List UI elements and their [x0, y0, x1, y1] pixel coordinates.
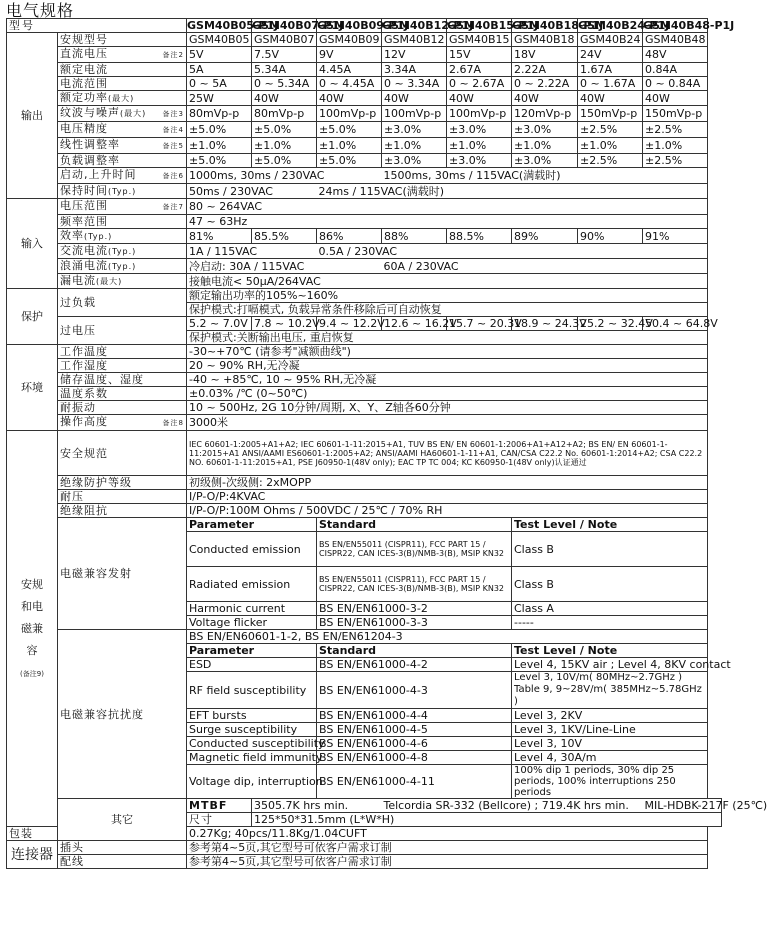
cell: 24V	[578, 47, 643, 63]
cell: ±5.0%	[252, 154, 317, 168]
label-text: 保持时间	[60, 184, 108, 197]
cell: MIL-HDBK-217F (25℃)	[644, 799, 767, 812]
cell: 40W	[643, 91, 708, 106]
model-col-header: GSM40B48-P1J	[643, 19, 735, 32]
cell: -----	[512, 616, 708, 630]
cell: BS EN/EN61000-4-8	[317, 751, 512, 765]
note-tag: 备注7	[162, 203, 184, 211]
row-label: 安全规范	[58, 431, 187, 476]
cell: 48V	[643, 47, 708, 63]
note-tag: 备注5	[162, 142, 184, 150]
cell: 12.6 ~ 16.2V	[382, 317, 447, 331]
row-vibration	[7, 401, 722, 415]
label-text: 额定功率	[60, 91, 108, 104]
typ-tag: (Typ.)	[108, 247, 137, 256]
cell: 1A / 115VAC	[187, 244, 317, 259]
row-label: 频率范围	[58, 215, 187, 229]
label-text: 直流电压	[60, 47, 108, 60]
cell: 18.9 ~ 24.3V	[512, 317, 578, 331]
cell: ±1.0%	[578, 138, 643, 154]
cell: ±2.5%	[643, 154, 708, 168]
row-label	[58, 122, 187, 138]
row-label: 绝缘阻抗	[58, 504, 187, 518]
row-label: 过电压	[58, 317, 187, 345]
row-efficiency	[7, 229, 722, 244]
cell: Level 4, 30A/m	[512, 751, 708, 765]
cell: 保护模式:关断输出电压, 重启恢复	[187, 331, 708, 345]
cell: BS EN/EN55011 (CISPR11), FCC PART 15 / CISPR22, CAN ICES-3(B)/NMB-3(B), MSIP KN32	[317, 567, 512, 602]
model-col-header: GSM40B09-P1J	[317, 19, 409, 32]
cell: 86%	[317, 229, 382, 244]
row-label: 尺寸	[187, 813, 252, 827]
cell: Conducted susceptibility	[187, 737, 317, 751]
cell: ±3.0%	[512, 154, 578, 168]
cell: GSM40B12	[382, 33, 447, 47]
cell: GSM40B09	[317, 33, 382, 47]
cell: 40W	[382, 91, 447, 106]
cell: ±3.0%	[382, 154, 447, 168]
row-mtbf	[7, 799, 722, 813]
cell: 40W	[578, 91, 643, 106]
cell: 25.2 ~ 32.4V	[578, 317, 643, 331]
cell: ±1.0%	[252, 138, 317, 154]
cell: 0.5A / 230VAC	[317, 244, 708, 259]
row-ripple	[7, 106, 722, 122]
cell: 0.27Kg; 40pcs/11.8Kg/1.04CUFT	[187, 827, 708, 841]
cell: 5V	[187, 47, 252, 63]
row-altitude	[7, 415, 722, 431]
typ-tag: (最大)	[96, 277, 123, 286]
row-label: 耐振动	[58, 401, 187, 415]
cell: GSM40B07	[252, 33, 317, 47]
cell: 80mVp-p	[252, 106, 317, 122]
cell: 1500ms, 30ms / 115VAC(满载时)	[382, 168, 708, 184]
section-safety-label: 安规和电磁兼容	[21, 577, 43, 657]
cell: RF field susceptibility	[187, 672, 317, 709]
label-text: 操作高度	[60, 415, 108, 428]
model-header-label: 型号	[7, 19, 187, 33]
label-text: 漏电流	[60, 274, 96, 287]
cell: I/P-O/P:100M Ohms / 500VDC / 25℃ / 70% RH	[187, 504, 708, 518]
row-label	[58, 229, 187, 244]
cell: BS EN/EN61000-4-6	[317, 737, 512, 751]
cell: 80 ~ 264VAC	[187, 199, 708, 215]
cell: 91%	[643, 229, 708, 244]
cell: 7.5V	[252, 47, 317, 63]
cell: ±5.0%	[187, 122, 252, 138]
cell: BS EN/EN61000-4-5	[317, 723, 512, 737]
label-text: 浪涌电流	[60, 259, 108, 272]
row-work-humidity	[7, 359, 722, 373]
cell: 2.22A	[512, 63, 578, 77]
cell: IEC 60601-1:2005+A1+A2; IEC 60601-1-11:2015+A1, TUV BS EN/ EN 60601-1:2006+A1+A12+A2; BS EN/ EN 60601-1-11:2015+A1 ANSI/AAMI ES60601-1:2005+A2; ANSI/AAMI HA60601-1-11+A1, CAN/CSA C22.2 No. 60601-1:2014+A2; CSA C22.2 NO. 60601-1-11:2015+A1, PSE J60950-1(48V only); EAC TP TC 004; KC K60950-1(48V only)认证通过	[187, 431, 708, 476]
note-tag: 备注2	[162, 51, 184, 59]
row-plug	[7, 841, 722, 855]
cell: Surge susceptibility	[187, 723, 317, 737]
cell: 88%	[382, 229, 447, 244]
typ-tag: (最大)	[108, 94, 135, 103]
cell: 89%	[512, 229, 578, 244]
cell: 0 ~ 3.34A	[382, 77, 447, 91]
model-col-header: GSM40B12-P1J	[382, 19, 474, 32]
cell: 12V	[382, 47, 447, 63]
cell: 15.7 ~ 20.3V	[447, 317, 512, 331]
row-input-voltage	[7, 199, 722, 215]
row-label	[58, 138, 187, 154]
cell: 20 ~ 90% RH,无冷凝	[187, 359, 708, 373]
cell: GSM40B48	[643, 33, 708, 47]
cell: 24ms / 115VAC(满载时)	[317, 184, 708, 199]
row-label	[58, 274, 187, 289]
model-col-header: GSM40B18-P1J	[512, 19, 604, 32]
row-label	[58, 259, 187, 274]
row-current-range	[7, 77, 722, 91]
cell: 初级侧-次级侧: 2xMOPP	[187, 476, 708, 490]
row-label: 配线	[58, 855, 187, 869]
row-label: 电流范围	[58, 77, 187, 91]
row-label: 温度系数	[58, 387, 187, 401]
cell: 9V	[317, 47, 382, 63]
cell: 0 ~ 5A	[187, 77, 252, 91]
model-col-header: GSM40B15-P1J	[447, 19, 539, 32]
label-text: 线性调整率	[60, 138, 120, 151]
cell: ±1.0%	[382, 138, 447, 154]
cell: 81%	[187, 229, 252, 244]
cell: BS EN/EN61000-3-2	[317, 602, 512, 616]
cell: 0 ~ 5.34A	[252, 77, 317, 91]
cell: 85.5%	[252, 229, 317, 244]
cell: Telcordia SR-332 (Bellcore) ; 719.4K hrs min.	[382, 799, 643, 813]
note-tag: 备注6	[162, 172, 184, 180]
cell: 0 ~ 2.22A	[512, 77, 578, 91]
cell: GSM40B18	[512, 33, 578, 47]
cell: BS EN/EN61000-4-11	[317, 765, 512, 799]
cell: GSM40B05	[187, 33, 252, 47]
label-text: 电压精度	[60, 122, 108, 135]
cell: ±5.0%	[317, 122, 382, 138]
row-label: 工作湿度	[58, 359, 187, 373]
row-rated-power	[7, 91, 722, 106]
cell: 40W	[252, 91, 317, 106]
cell: 150mVp-p	[643, 106, 708, 122]
row-ac-current	[7, 244, 722, 259]
row-label	[58, 47, 187, 63]
cell: 5.2 ~ 7.0V	[187, 317, 252, 331]
row-freq	[7, 215, 722, 229]
cell: Level 3, 2KV	[512, 709, 708, 723]
row-safety-model	[7, 33, 722, 47]
row-work-temp	[7, 345, 722, 359]
cell: 4.45A	[317, 63, 382, 77]
cell: 接触电流< 50μA/264VAC	[187, 274, 708, 289]
cell: ESD	[187, 658, 317, 672]
note-tag: 备注4	[162, 126, 184, 134]
cell: 40W	[317, 91, 382, 106]
cell: 125*50*31.5mm (L*W*H)	[252, 813, 722, 827]
row-overload-1	[7, 289, 722, 303]
cell: 40W	[512, 91, 578, 106]
row-voltage-tolerance	[7, 122, 722, 138]
label-text: 效率	[60, 229, 84, 242]
cell: 88.5%	[447, 229, 512, 244]
emc-header: Standard	[317, 518, 512, 532]
cell: 60A / 230VAC	[382, 259, 708, 274]
section-connector: 连接器	[7, 841, 58, 869]
emc-header: Test Level / Note	[512, 644, 708, 658]
cell: 1000ms, 30ms / 230VAC	[187, 168, 382, 184]
cell: GSM40B24	[578, 33, 643, 47]
row-label: 包装	[7, 827, 58, 841]
cell: ±2.5%	[643, 122, 708, 138]
cell: ±3.0%	[447, 154, 512, 168]
row-label	[58, 244, 187, 259]
cell: ±1.0%	[447, 138, 512, 154]
section-safety-emc	[7, 431, 58, 827]
emc-header: Parameter	[187, 644, 317, 658]
note-tag: (备注9)	[20, 669, 44, 678]
cell: 3.34A	[382, 63, 447, 77]
row-label: 插头	[58, 841, 187, 855]
cell: 0 ~ 2.67A	[447, 77, 512, 91]
cell: 0 ~ 4.45A	[317, 77, 382, 91]
section-input: 输入	[7, 199, 58, 289]
row-wiring	[7, 855, 722, 869]
cell: 80mVp-p	[187, 106, 252, 122]
cell: 90%	[578, 229, 643, 244]
model-col-header: GSM40B24-P1J	[578, 19, 670, 32]
cell: ±3.0%	[512, 122, 578, 138]
cell: 保护模式:打嗝模式, 负载异常条件移除后可自动恢复	[187, 303, 708, 317]
cell: 1.67A	[578, 63, 643, 77]
cell: Radiated emission	[187, 567, 317, 602]
cell: ±1.0%	[187, 138, 252, 154]
emc-header: Parameter	[187, 518, 317, 532]
cell: EFT bursts	[187, 709, 317, 723]
cell: BS EN/EN61000-4-3	[317, 672, 512, 709]
row-load-regulation	[7, 154, 722, 168]
row-safety-standards	[7, 431, 722, 476]
emission-header-row	[7, 518, 722, 532]
cell: ±3.0%	[447, 122, 512, 138]
row-inrush	[7, 259, 722, 274]
cell: ±2.5%	[578, 154, 643, 168]
cell: Voltage dip, interruption	[187, 765, 317, 799]
row-storage	[7, 373, 722, 387]
row-label	[58, 184, 187, 199]
row-label	[58, 415, 187, 431]
cell: 参考第4~5页,其它型号可依客户需求订制	[187, 841, 708, 855]
header-row	[7, 19, 722, 33]
spec-table	[6, 18, 767, 869]
cell: -40 ~ +85℃, 10 ~ 95% RH,无冷凝	[187, 373, 708, 387]
row-rated-current	[7, 63, 722, 77]
section-protection: 保护	[7, 289, 58, 345]
cell: 2.67A	[447, 63, 512, 77]
emc-header: Standard	[317, 644, 512, 658]
cell: 100mVp-p	[317, 106, 382, 122]
label-text: 纹波与噪声	[60, 106, 120, 119]
section-environment: 环境	[7, 345, 58, 431]
row-hold-up	[7, 184, 722, 199]
cell: ±0.03% /℃ (0~50℃)	[187, 387, 708, 401]
cell: 100mVp-p	[382, 106, 447, 122]
row-leakage	[7, 274, 722, 289]
model-col-header: GSM40B05-P1J	[187, 19, 279, 32]
row-overvoltage-1	[7, 317, 722, 331]
cell: 100% dip 1 periods, 30% dip 25 periods, 100% interruptions 250 periods	[512, 765, 708, 799]
cell: 10 ~ 500Hz, 2G 10分钟/周期, X、Y、Z轴各60分钟	[187, 401, 708, 415]
cell: Level 3, 1KV/Line-Line	[512, 723, 708, 737]
cell: 15V	[447, 47, 512, 63]
cell: 3505.7K hrs min.	[252, 799, 382, 813]
typ-tag: (Typ.)	[108, 262, 137, 271]
cell: I/P-O/P:4KVAC	[187, 490, 708, 504]
cell: -30~+70℃ (请参考"减额曲线")	[187, 345, 708, 359]
cell: 25W	[187, 91, 252, 106]
cell: Level 3, 10V/m( 80MHz~2.7GHz ) Table 9, 9~28V/m( 385MHz~5.78GHz )	[512, 672, 708, 709]
typ-tag: (最大)	[120, 109, 147, 118]
row-label: MTBF	[187, 799, 252, 813]
cell: ±5.0%	[252, 122, 317, 138]
row-temp-coef	[7, 387, 722, 401]
cell: Class B	[512, 532, 708, 567]
note-tag: 备注8	[162, 419, 184, 427]
cell: ±3.0%	[382, 122, 447, 138]
row-line-regulation	[7, 138, 722, 154]
immunity-top-row	[7, 630, 722, 644]
label-text: 电压范围	[60, 199, 108, 212]
note-tag: 备注3	[162, 110, 184, 118]
model-col-header: GSM40B07-P1J	[252, 19, 344, 32]
cell: ±1.0%	[317, 138, 382, 154]
label-text: 交流电流	[60, 244, 108, 257]
cell: ±2.5%	[578, 122, 643, 138]
cell: BS EN/EN55011 (CISPR11), FCC PART 15 / CISPR22, CAN ICES-3(B)/NMB-3(B), MSIP KN32	[317, 532, 512, 567]
cell: 冷启动: 30A / 115VAC	[187, 259, 382, 274]
row-label	[58, 199, 187, 215]
cell: 3000米	[187, 415, 708, 431]
row-label: 耐压	[58, 490, 187, 504]
section-output: 输出	[7, 33, 58, 199]
cell: 47 ~ 63Hz	[187, 215, 708, 229]
row-label: 电磁兼容抗扰度	[58, 630, 187, 799]
row-label	[58, 106, 187, 122]
cell: 9.4 ~ 12.2V	[317, 317, 382, 331]
cell: BS EN/EN61000-4-4	[317, 709, 512, 723]
cell: ±5.0%	[187, 154, 252, 168]
cell: 100mVp-p	[447, 106, 512, 122]
cell: 18V	[512, 47, 578, 63]
row-label: 电磁兼容发射	[58, 518, 187, 630]
cell: ±5.0%	[317, 154, 382, 168]
cell: 40W	[447, 91, 512, 106]
cell: 7.8 ~ 10.2V	[252, 317, 317, 331]
row-setup-rise	[7, 168, 722, 184]
cell: Level 3, 10V	[512, 737, 708, 751]
row-dc-voltage	[7, 47, 722, 63]
cell: Conducted emission	[187, 532, 317, 567]
row-label: 工作温度	[58, 345, 187, 359]
typ-tag: (Typ.)	[84, 232, 113, 241]
row-label: 绝缘防护等级	[58, 476, 187, 490]
cell: 150mVp-p	[578, 106, 643, 122]
cell: Magnetic field immunity	[187, 751, 317, 765]
cell: GSM40B15	[447, 33, 512, 47]
row-label	[58, 91, 187, 106]
cell: Class B	[512, 567, 708, 602]
row-label: 储存温度、湿度	[58, 373, 187, 387]
cell: 5A	[187, 63, 252, 77]
row-label: 负载调整率	[58, 154, 187, 168]
row-isolation-level	[7, 476, 722, 490]
cell: ±1.0%	[512, 138, 578, 154]
cell: 120mVp-p	[512, 106, 578, 122]
cell: 50ms / 230VAC	[187, 184, 317, 199]
emc-header: Test Level / Note	[512, 518, 708, 532]
label-text: 启动,上升时间	[60, 168, 137, 181]
cell: ±1.0%	[643, 138, 708, 154]
cell: BS EN/EN60601-1-2, BS EN/EN61204-3	[187, 630, 708, 644]
cell: Level 4, 15KV air ; Level 4, 8KV contact	[512, 658, 708, 672]
page-title: 电气规格	[6, 1, 75, 20]
row-label: 安规型号	[58, 33, 187, 47]
cell: Voltage flicker	[187, 616, 317, 630]
row-label	[58, 168, 187, 184]
cell: 0.84A	[643, 63, 708, 77]
typ-tag: (Typ.)	[108, 187, 137, 196]
row-withstand	[7, 490, 722, 504]
row-isolation-res	[7, 504, 722, 518]
cell: 参考第4~5页,其它型号可依客户需求订制	[187, 855, 708, 869]
cell: Harmonic current	[187, 602, 317, 616]
cell: 50.4 ~ 64.8V	[643, 317, 708, 331]
row-label: 额定电流	[58, 63, 187, 77]
cell: 0 ~ 1.67A	[578, 77, 643, 91]
row-label: 过负载	[58, 289, 187, 317]
cell: 额定输出功率的105%~160%	[187, 289, 708, 303]
cell: 5.34A	[252, 63, 317, 77]
cell: Class A	[512, 602, 708, 616]
cell: 0 ~ 0.84A	[643, 77, 708, 91]
section-others: 其它	[58, 799, 187, 841]
cell: BS EN/EN61000-3-3	[317, 616, 512, 630]
cell: BS EN/EN61000-4-2	[317, 658, 512, 672]
